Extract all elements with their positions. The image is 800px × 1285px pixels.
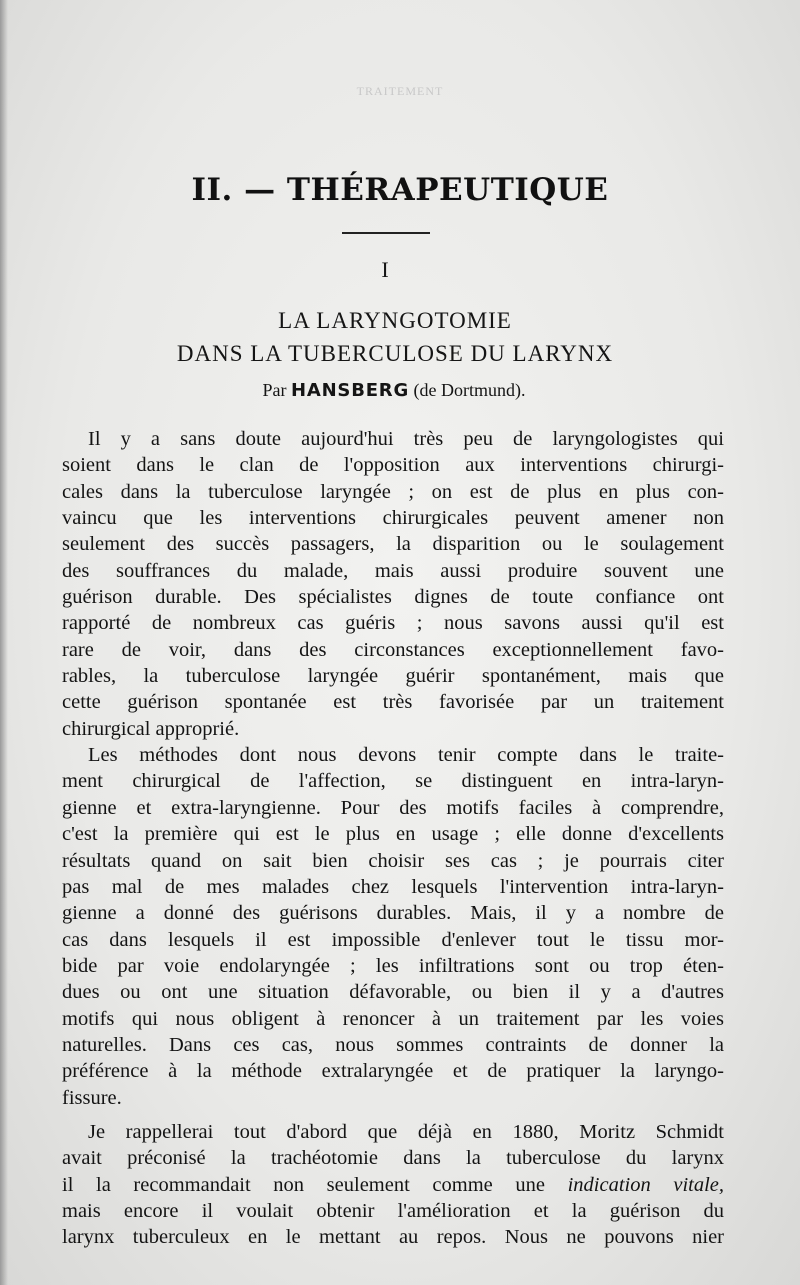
text-line: cette guérison spontanée est très favorisée par un traitement: [62, 691, 724, 714]
body-text: [62, 426, 724, 1251]
article-title-line-1: LA LARYNGOTOMIE: [278, 308, 512, 333]
text-segment: il la recommandait non seulement comme une: [62, 1173, 545, 1196]
article-title-line-2: DANS LA TUBERCULOSE DU LARYNX: [176, 341, 614, 366]
text-line: préférence à la méthode extralaryngée et de pratiquer la laryngo-: [62, 1060, 724, 1083]
text-line: mais encore il voulait obtenir l'amélioration et la guérison du: [62, 1199, 724, 1222]
text-line: vaincu que les interventions chirurgicales peuvent amener non: [62, 507, 724, 530]
text-line: guérison durable. Des spécialistes dignes de toute confiance ont: [62, 586, 724, 609]
text-line-with-emphasis: [62, 1172, 724, 1198]
text-line: chirurgical approprié.: [62, 717, 240, 740]
text-line: soient dans le clan de l'opposition aux interventions chirurgi-: [62, 454, 724, 477]
text-line: Je rappellerai tout d'abord que déjà en 1880, Moritz Schmidt: [88, 1120, 724, 1143]
text-line: ment chirurgical de l'affection, se distinguent en intra-laryn-: [62, 770, 724, 793]
author-affiliation: (de Dortmund).: [413, 380, 526, 400]
text-line: pas mal de mes malades chez lesquels l'intervention intra-laryn-: [62, 875, 724, 898]
running-head: TRAITEMENT: [356, 84, 444, 98]
text-line: Il y a sans doute aujourd'hui très peu de laryngologistes qui: [88, 428, 724, 450]
text-line: cas dans lesquels il est impossible d'enlever tout le tissu mor-: [62, 928, 724, 951]
title-rule: [342, 232, 430, 234]
byline: [0, 380, 788, 401]
chapter-number: I: [381, 257, 389, 282]
text-line: rapporté de nombreux cas guéris ; nous savons aussi qu'il est: [62, 612, 724, 635]
text-line: rables, la tuberculose laryngée guérir spontanément, mais que: [62, 665, 724, 688]
text-line: seulement des succès passagers, la disparition ou le soulagement: [62, 533, 724, 556]
text-line: gienne a donné des guérisons durables. Mais, il y a nombre de: [62, 902, 724, 925]
text-line: bide par voie endolaryngée ; les infiltrations sont ou trop éten-: [62, 954, 724, 977]
text-line: motifs qui nous obligent à renoncer à un traitement par les voies: [62, 1007, 724, 1030]
text-line: rare de voir, dans des circonstances exceptionnellement favo-: [62, 638, 724, 661]
text-line: avait préconisé la trachéotomie dans la tuberculose du larynx: [62, 1147, 724, 1170]
text-line: Les méthodes dont nous devons tenir compte dans le traite-: [88, 744, 724, 767]
byline-prefix: Par: [262, 380, 287, 400]
text-line: des souffrances du malade, mais aussi produire souvent une: [62, 559, 724, 582]
text-line: gienne et extra-laryngienne. Pour des motifs faciles à comprendre,: [62, 796, 724, 819]
text-line: larynx tuberculeux en le mettant au repos. Nous ne pouvons nier: [62, 1226, 724, 1249]
text-line: résultats quand on sait bien choisir ses cas ; je pourrais citer: [62, 849, 724, 872]
author-name: HANSBERG: [290, 380, 410, 401]
text-line: fissure.: [62, 1086, 122, 1109]
emphasized-text: indication vitale,: [567, 1173, 725, 1196]
text-line: cales dans la tuberculose laryngée ; on est de plus en plus con-: [62, 480, 724, 503]
text-line: c'est la première qui est le plus en usage ; elle donne d'excellents: [62, 823, 724, 846]
text-line: dues ou ont une situation défavorable, ou bien il y a d'autres: [62, 981, 724, 1004]
section-title: II. — THÉRAPEUTIQUE: [191, 172, 609, 208]
paragraph-gap: [62, 1111, 724, 1119]
text-line: naturelles. Dans ces cas, nous sommes contraints de donner la: [62, 1033, 724, 1056]
